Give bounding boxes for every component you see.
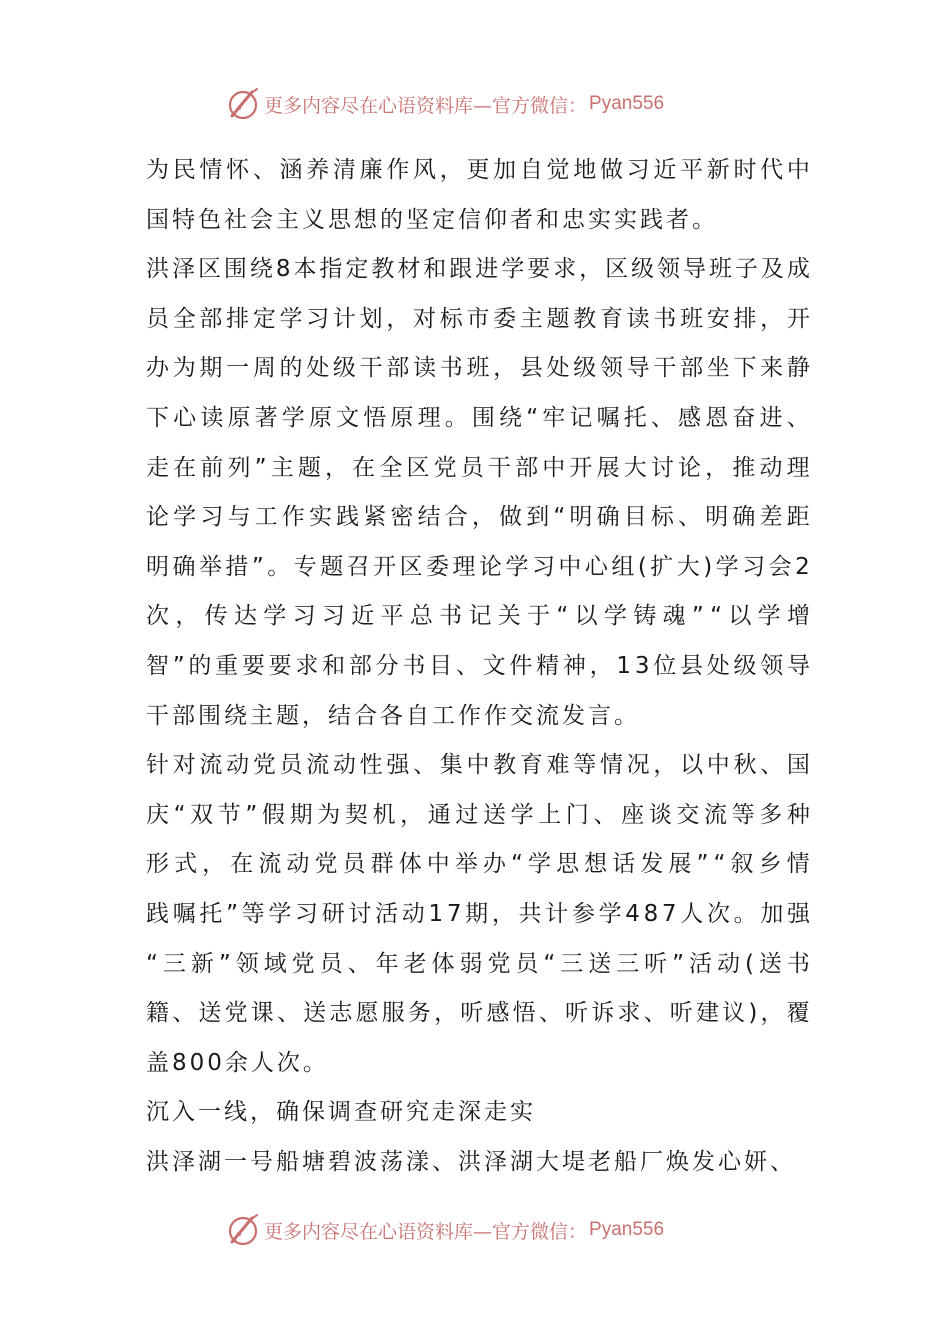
text-line: 员 全 部 排 定 学 习 计 划 ， 对 标 市 委 主 题 教 育 读 书 班 安 排 ， 开: [146, 305, 810, 332]
header-wechat-id: Pyan556: [589, 93, 665, 114]
pen-circle-logo-icon: [226, 86, 262, 122]
text-line: 洪泽湖一号船塘碧波荡漾、洪泽湖大堤老船厂焕发心妍、: [146, 1148, 796, 1175]
text-line: 明 确 举 措 ” 。 专 题 召 开 区 委 理 论 学 习 中 心 组 ( 扩 大 ) 学 习 会 2: [146, 553, 810, 580]
text-line: 形 式 ， 在 流 动 党 员 群 体 中 举 办 “ 学 思 想 话 发 展 ” “ 叙 乡 情: [146, 851, 810, 878]
text-line: 次 ， 传 达 学 习 习 近 平 总 书 记 关 于 “ 以 学 铸 魂 ” “ 以 学 增: [146, 603, 810, 630]
paragraph: [146, 1088, 810, 1138]
text-line: “ 三 新 ” 领 域 党 员 、 年 老 体 弱 党 员 “ 三 送 三 听 ” 活 动 ( 送 书: [146, 950, 810, 977]
text-line: 籍 、 送 党 课 、 送 志 愿 服 务 ， 听 感 悟 、 听 诉 求 、 听 建 议 ) ， 覆: [146, 1000, 810, 1027]
text-line: 洪 泽 区 围 绕 8 本 指 定 教 材 和 跟 进 学 要 求 ， 区 级 领 导 班 子 及 成: [146, 256, 810, 283]
text-line: 下 心 读 原 著 学 原 文 悟 原 理 。 围 绕 “ 牢 记 嘱 托 、 感 恩 奋 进 、: [146, 404, 810, 431]
pen-circle-logo-icon: [226, 1212, 262, 1248]
text-line: 走 在 前 列 ” 主 题 ， 在 全 区 党 员 干 部 中 开 展 大 讨 论 ， 推 动 理: [146, 454, 810, 481]
paragraph: [146, 245, 810, 741]
text-line: 盖800余人次。: [146, 1049, 329, 1076]
paragraph: [146, 1138, 810, 1188]
text-line: 办 为 期 一 周 的 处 级 干 部 读 书 班 ， 县 处 级 领 导 干 部 坐 下 来 静: [146, 355, 810, 382]
footer-watermark-banner: [226, 1210, 726, 1250]
text-line: 干部围绕主题，结合各自工作作交流发言。: [146, 702, 640, 729]
text-line: 为 民 情 怀 、 涵 养 清 廉 作 风 ， 更 加 自 觉 地 做 习 近 平 新 时 代 中: [146, 157, 810, 183]
header-banner-text: 更多内容尽在心语资料库—官方微信：: [264, 94, 588, 117]
footer-wechat-id: Pyan556: [589, 1219, 665, 1240]
text-line: 践 嘱 托 ” 等 学 习 研 讨 活 动 1 7 期 ， 共 计 参 学 4 8 7 人 次 。 加 强: [146, 900, 810, 927]
text-line: 国特色社会主义思想的坚定信仰者和忠实实践者。: [146, 206, 718, 233]
document-body: [146, 146, 810, 1187]
text-line: 论 学 习 与 工 作 实 践 紧 密 结 合 ， 做 到 “ 明 确 目 标 、 明 确 差 距: [146, 504, 810, 531]
text-line: 智 ” 的 重 要 要 求 和 部 分 书 目 、 文 件 精 神 ， 1 3 位 县 处 级 领 导: [146, 652, 810, 679]
text-line: 针 对 流 动 党 员 流 动 性 强 、 集 中 教 育 难 等 情 况 ， 以 中 秋 、 国: [146, 752, 810, 779]
header-watermark-banner: [226, 84, 726, 124]
text-line: 庆 “ 双 节 ” 假 期 为 契 机 ， 通 过 送 学 上 门 、 座 谈 交 流 等 多 种: [146, 801, 810, 828]
paragraph: [146, 146, 810, 245]
footer-banner-text: 更多内容尽在心语资料库—官方微信：: [264, 1220, 588, 1243]
text-line: 沉入一线，确保调查研究走深走实: [146, 1099, 536, 1126]
paragraph: [146, 741, 810, 1088]
